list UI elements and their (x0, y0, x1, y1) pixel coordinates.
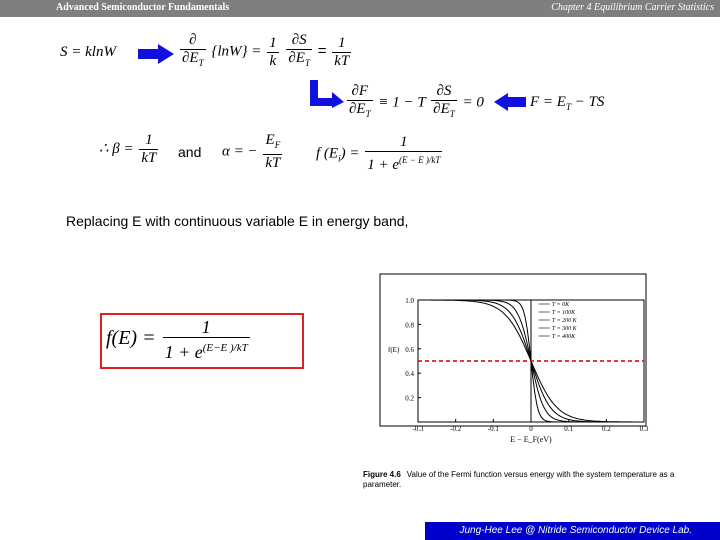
legend-entry: T = 200 K (551, 318, 577, 324)
y-axis-label: f(E) (388, 345, 400, 354)
arrow-left-icon (494, 93, 526, 111)
entropy-derivative: $\frac{\partial}{\partial E_T}$ {lnW} = $\frac{1}{k}$ $\frac{\partial S}{\partial E_T}$ = $\frac{1}{kT}$ (182, 32, 350, 69)
x-tick-label: 0.2 (601, 425, 611, 433)
x-tick-label: -0.2 (450, 425, 462, 433)
body-text: Replacing E with continuous variable E in energy band, (66, 213, 409, 229)
x-tick-label: -0.3 (412, 425, 424, 433)
y-tick-label: 0.6 (405, 345, 414, 354)
x-tick-label: -0.1 (487, 425, 499, 433)
figure-caption: Figure 4.6 Value of the Fermi function versus energy with the system temperature as a parameter. (363, 470, 675, 489)
y-tick-label: 0.2 (405, 394, 414, 403)
fermi-chart (372, 272, 662, 452)
x-tick-label: 0.3 (639, 425, 649, 433)
legend-entry: T = 100K (551, 310, 576, 316)
free-energy-derivative: $\frac{\partial F}{\partial E_T}$ ≡ 1 − T $\frac{\partial S}{\partial E_T}$ = 0 (349, 83, 484, 119)
footer-bar (425, 522, 720, 540)
legend-entry: T = 300 K (551, 326, 577, 332)
and-word: and (178, 144, 202, 160)
header-left-bar (0, 0, 305, 17)
fermi-function-formula: f(E) = $\frac{1}{1 + e^{(E-E )/kT}}$ (106, 317, 248, 362)
corner-arrow-icon (306, 80, 346, 108)
beta-equation: ∴ β = $\frac{1}{kT}$ (99, 132, 157, 166)
x-tick-label: 0 (529, 425, 533, 433)
fermi-function-box (100, 313, 304, 369)
chart-frame (380, 274, 646, 426)
x-tick-label: 0.1 (564, 425, 574, 433)
free-energy-equation: $F = E_T$ − TS (530, 94, 605, 112)
legend-entry: T = 0K (551, 302, 570, 308)
entropy-equation: S = klnW (60, 44, 116, 60)
fermi-function-discrete: f $(E_i)$ = $\frac{1}{1 + e^{(E - E )/kT}}$ (316, 134, 441, 173)
legend-entry: T = 400K (551, 334, 576, 340)
y-tick-label: 1.0 (405, 297, 414, 305)
alpha-equation: α = − $\frac{E_F}{kT}$ (222, 132, 281, 171)
footer-credit: Jung-Hee Lee @ Nitride Semiconductor Device Lab. (459, 525, 692, 536)
y-tick-label: 0.8 (405, 321, 414, 330)
arrow-right-icon (138, 44, 174, 64)
header-chapter-title: Chapter 4 Equilibrium Carrier Statistics (551, 2, 714, 13)
x-axis-label: E − E_F(eV) (510, 435, 552, 444)
header-course-title: Advanced Semiconductor Fundamentals (56, 2, 230, 13)
header-right-bar (305, 0, 720, 17)
y-tick-label: 0.4 (405, 370, 414, 379)
